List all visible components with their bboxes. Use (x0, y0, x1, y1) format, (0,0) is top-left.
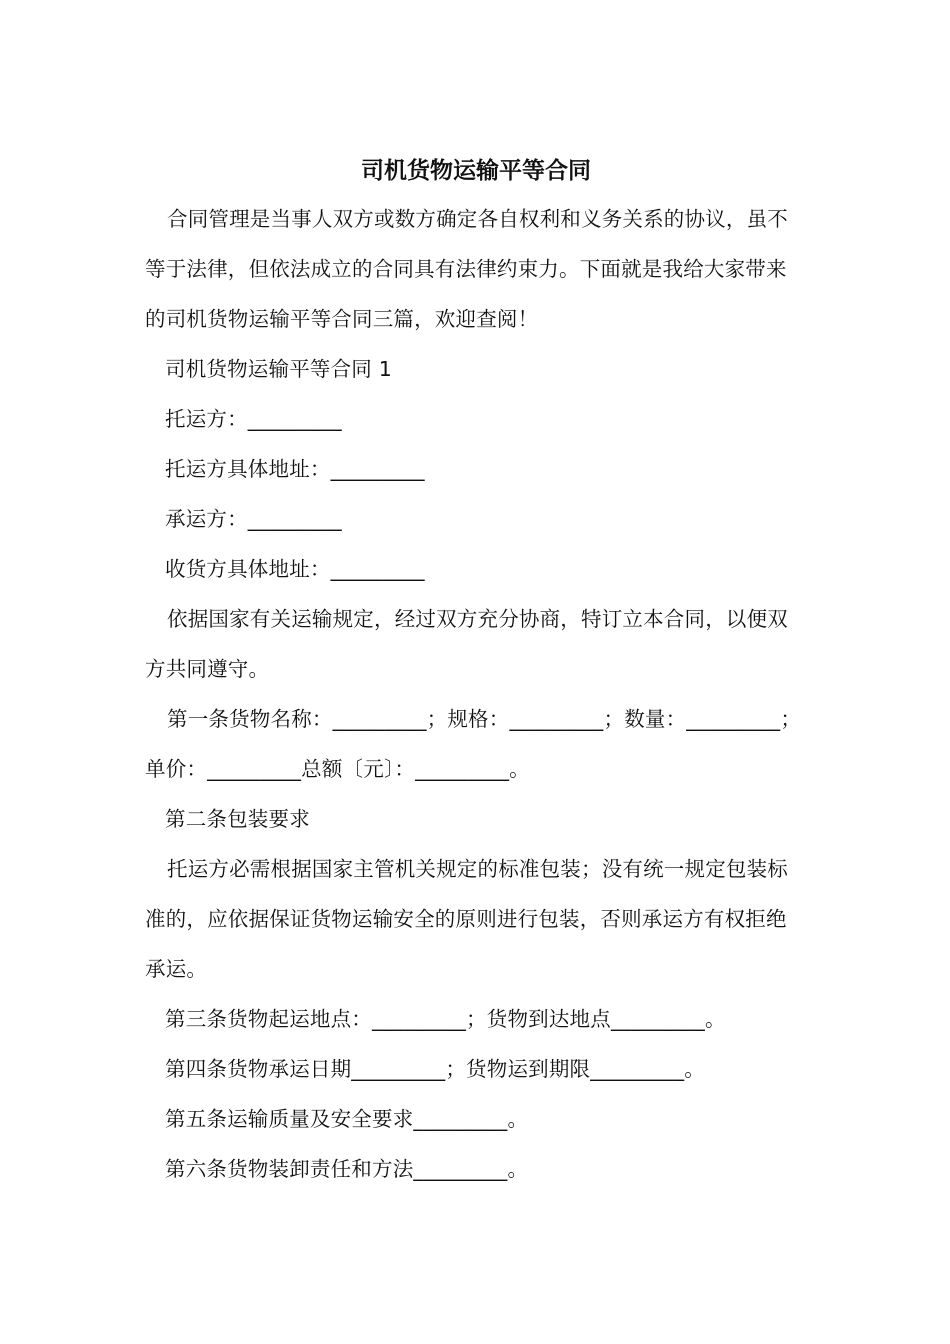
document-title: 司机货物运输平等合同 (361, 158, 591, 184)
document-body (145, 148, 807, 1194)
article-2-heading: 第二条包装要求 (165, 807, 310, 831)
article-1: 第一条货物名称：_________；规格：_________；数量：_________；单价：_________总额〔元〕：_________。 (145, 707, 802, 781)
article-5: 第五条运输质量及安全要求_________。 (165, 1107, 529, 1131)
consignor-address-field: 托运方具体地址：_________ (165, 457, 425, 481)
section-heading: 司机货物运输平等合同 1 (165, 357, 392, 381)
article-6: 第六条货物装卸责任和方法_________。 (165, 1157, 529, 1181)
article-4: 第四条货物承运日期_________；货物运到期限_________。 (165, 1057, 705, 1081)
consignor-field: 托运方：_________ (165, 407, 342, 431)
intro-paragraph: 合同管理是当事人双方或数方确定各自权利和义务关系的协议，虽不等于法律，但依法成立的合同具有法律约束力。下面就是我给大家带来的司机货物运输平等合同三篇，欢迎查阅！ (145, 207, 788, 331)
preamble-paragraph: 依据国家有关运输规定，经过双方充分协商，特订立本合同，以便双方共同遵守。 (145, 607, 788, 681)
article-2-body: 托运方必需根据国家主管机关规定的标准包装；没有统一规定包装标准的，应依据保证货物运输安全的原则进行包装，否则承运方有权拒绝承运。 (145, 857, 788, 981)
article-3: 第三条货物起运地点：_________；货物到达地点_________。 (165, 1007, 726, 1031)
carrier-field: 承运方：_________ (165, 507, 342, 531)
consignee-address-field: 收货方具体地址：_________ (165, 557, 425, 581)
